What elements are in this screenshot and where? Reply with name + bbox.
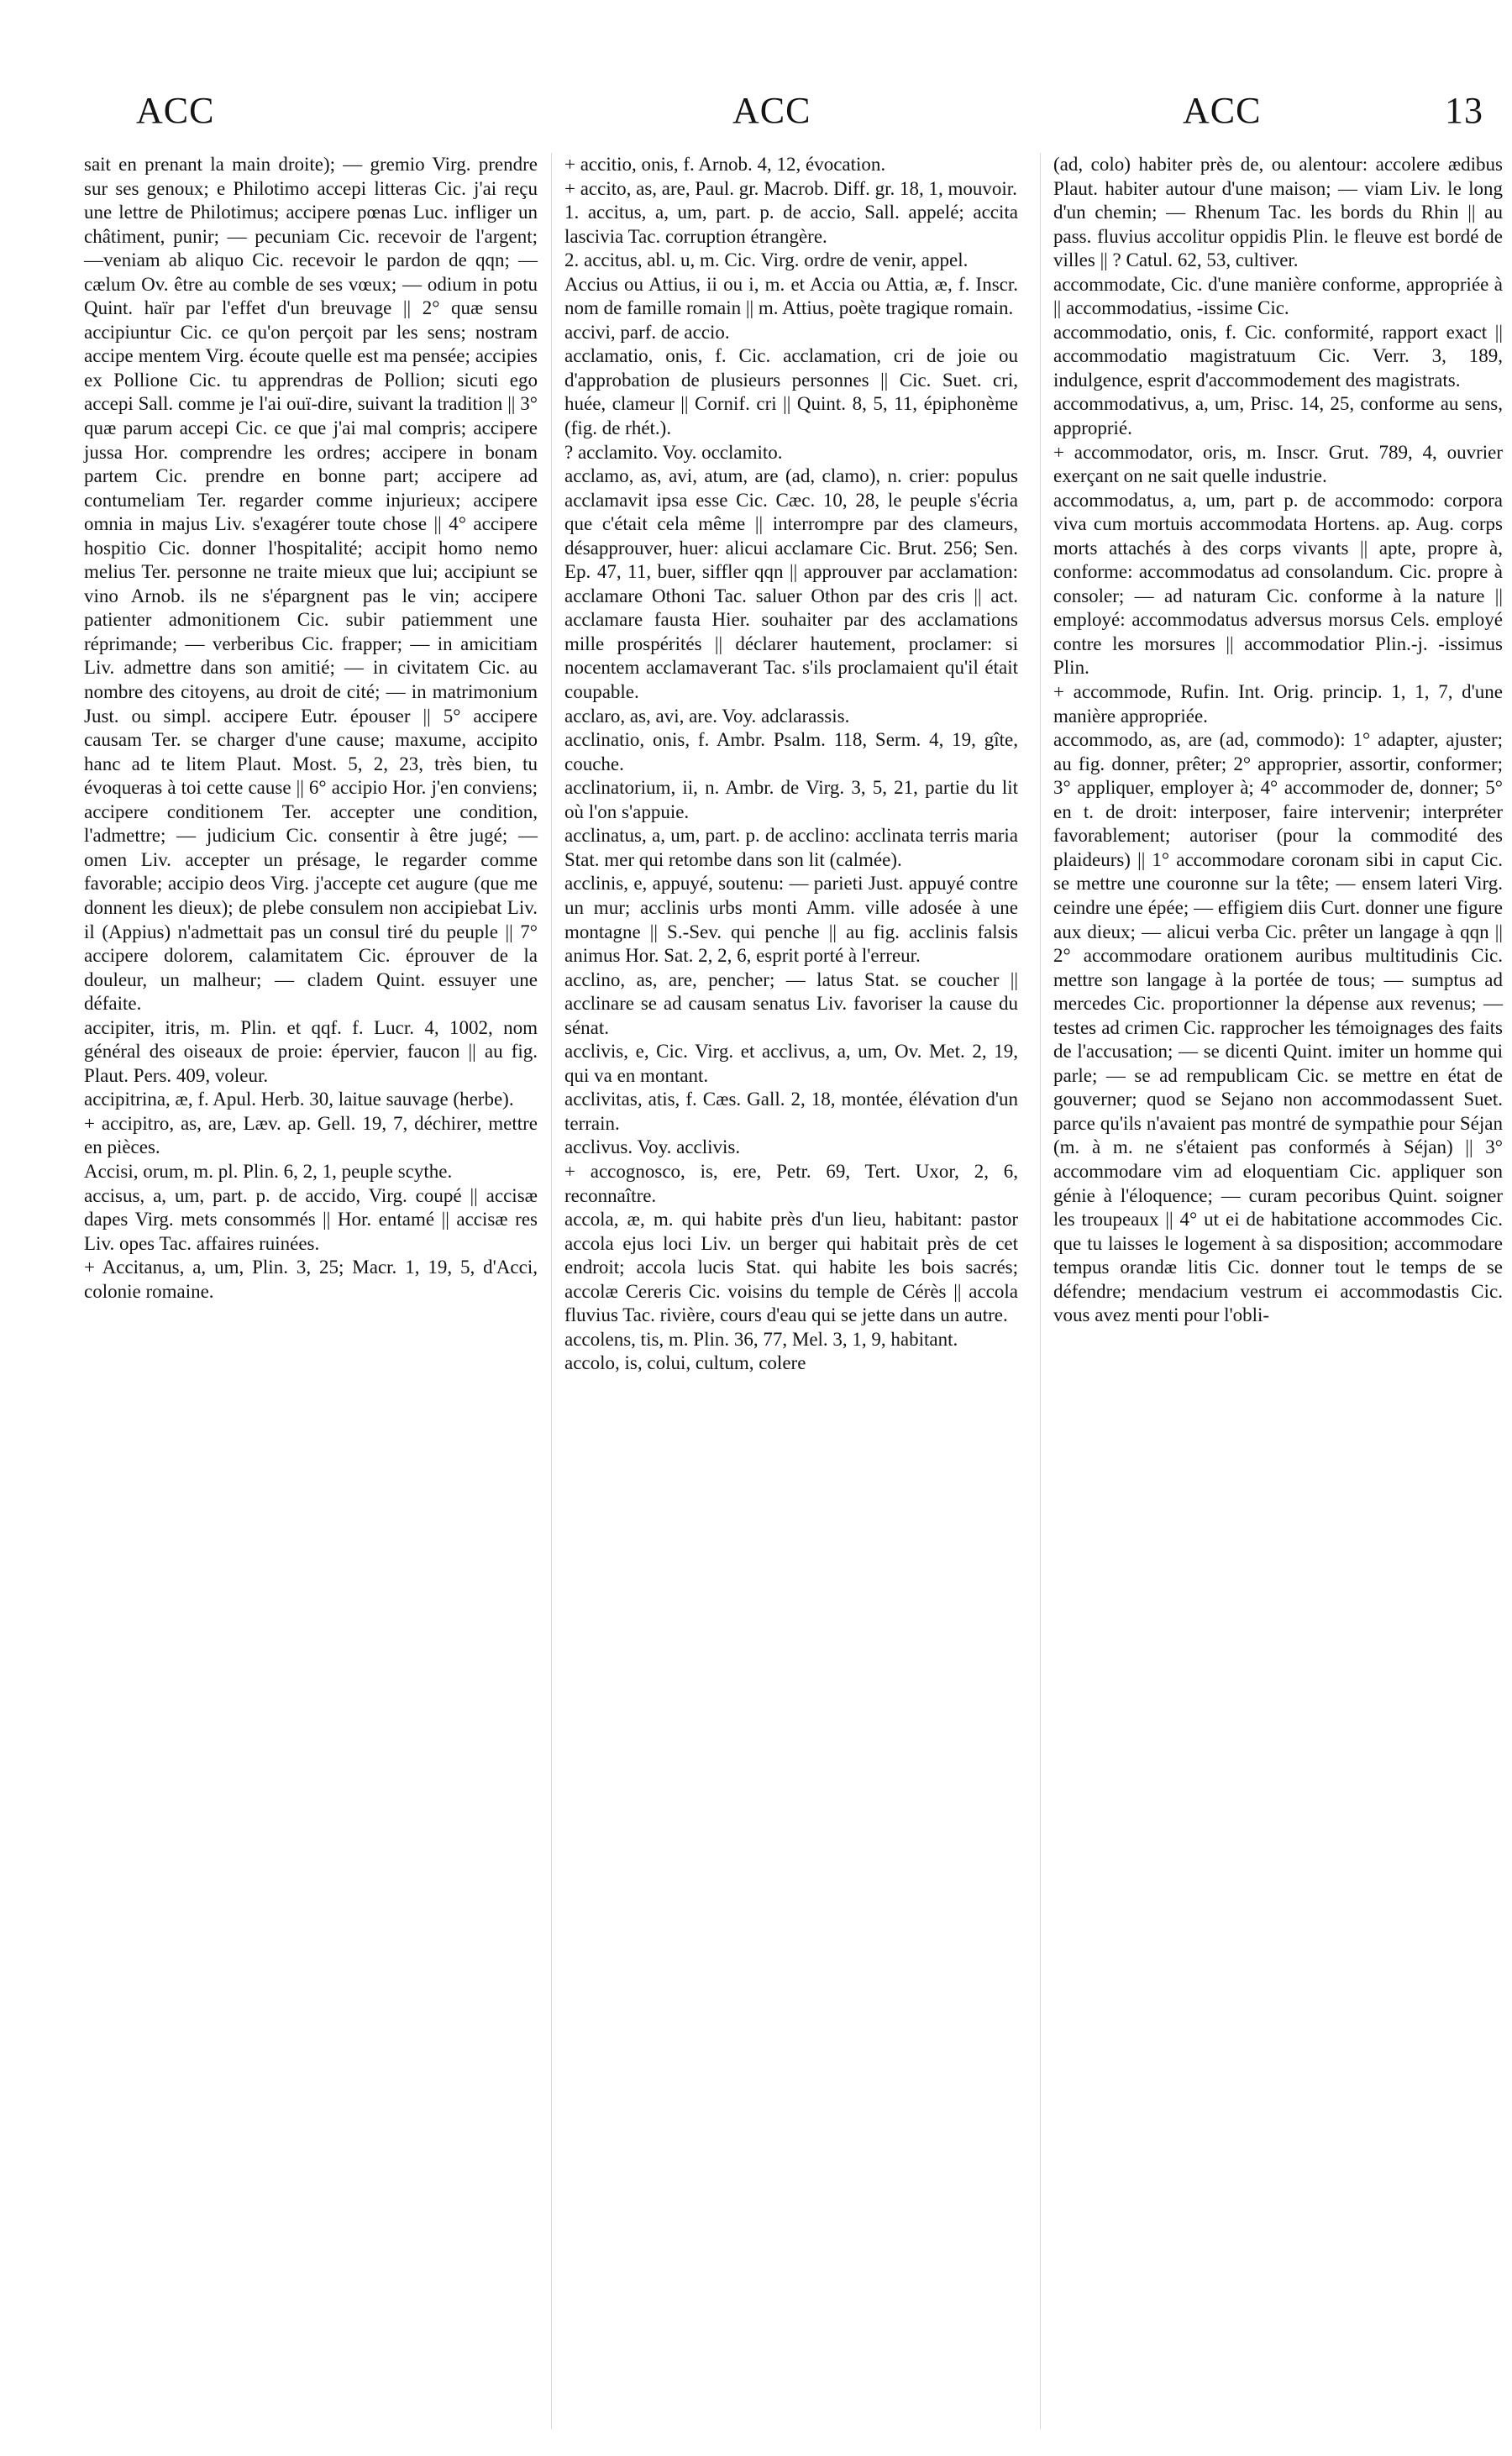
column-divider-right xyxy=(1040,153,1041,2429)
running-head xyxy=(84,89,1504,139)
dictionary-column-right: (ad, colo) habiter près de, ou alentour: accolere ædibus Plaut. habiter autour d'une maison; — viam Liv. le long d'un chemin; — Rhenum Tac. les bords du Rhin || au pass. fluvius accolitur oppidis Plin. le fleuve est bordé de villes || ? Catul. 62, 53, cultiver. accommodate, Cic. d'une manière conforme, appropriée à || accommodatius, -issime Cic. accommodatio, onis, f. Cic. conformité, rapport exact || accommodatio magistratuum Cic. Verr. 3, 189, indulgence, esprit d'accommodement des magistrats. accommodativus, a, um, Prisc. 14, 25, conforme au sens, approprié. + accommodator, oris, m. Inscr. Grut. 789, 4, ouvrier exerçant on ne sait quelle industrie. accommodatus, a, um, part p. de accommodo: corpora viva cum mortuis accommodata Hortens. ap. Aug. corps morts attachés à des corps vivants || apte, propre à, conforme: accommodatus ad consolandum. Cic. propre à consoler; — ad naturam Cic. conforme à la nature || employé: accommodatus adversus morsus Cels. employé contre les morsures || accommodatior Plin.-j. -issimus Plin. + accommode, Rufin. Int. Orig. princip. 1, 1, 7, d'une manière appropriée. accommodo, as, are (ad, commodo): 1° adapter, ajuster; au fig. donner, prêter; 2° approprier, assortir, conformer; 3° appliquer, employer à; 4° accommoder de, donner; 5° en t. de droit: interposer, faire intervenir; interpréter favorablement; autoriser (pour la commodité des plaideurs) || 1° accommodare coronam sibi in caput Cic. se mettre une couronne sur la tête; — ensem lateri Virg. ceindre une épée; — effigiem diis Curt. donner une figure aux dieux; — alicui verba Cic. prêter un langage à qqn || 2° accommodare orationem auribus multitudinis Cic. mettre son langage à la portée de tous; — sumptus ad mercedes Cic. proportionner la dépense aux revenus; — testes ad crimen Cic. rapprocher les témoignages des faits de l'accusation; — se dicenti Quint. imiter un homme qui parle; — se ad rempublicam Cic. se mettre en état de gouverner; quod se Sejano non accommodassent Suet. parce qu'ils n'avaient pas montré de sympathie pour Séjan (m. à m. ne s'étaient pas conformés à Séjan) || 3° accommodare vim ad eloquentiam Cic. appliquer son génie à l'éloquence; — curam pecoribus Quint. soigner les troupeaux || 4° ut ei de habitatione accommodes Cic. que tu laisses le logement à sa disposition; accommodare tempus orandæ litis Cic. donner tout le temps de se défendre; mendacium vestrum ei accommodastis Cic. vous avez menti pour l'obli- xyxy=(1053,154,1503,1326)
running-head-right: ACC xyxy=(1183,90,1262,131)
running-head-left: ACC xyxy=(136,90,215,131)
running-head-center: ACC xyxy=(732,90,811,131)
dictionary-column-middle: + accitio, onis, f. Arnob. 4, 12, évocation. + accito, as, are, Paul. gr. Macrob. Diff. gr. 18, 1, mouvoir. 1. accitus, a, um, part. p. de accio, Sall. appelé; accita lascivia Tac. corruption étrangère. 2. accitus, abl. u, m. Cic. Virg. ordre de venir, appel. Accius ou Attius, ii ou i, m. et Accia ou Attia, æ, f. Inscr. nom de famille romain || m. Attius, poète tragique romain. accivi, parf. de accio. acclamatio, onis, f. Cic. acclamation, cri de joie ou d'approbation de plusieurs personnes || Cic. Suet. cri, huée, clameur || Cornif. cri || Quint. 8, 5, 11, épiphonème (fig. de rhét.). ? acclamito. Voy. occlamito. acclamo, as, avi, atum, are (ad, clamo), n. crier: populus acclamavit ipsa esse Cic. Cæc. 10, 28, le peuple s'écria que c'était cela même || interrompre par des clameurs, désapprouver, huer: alicui acclamare Cic. Brut. 256; Sen. Ep. 47, 11, buer, siffler qqn || approuver par acclamation: acclamare Othoni Tac. saluer Othon par des cris || act. acclamare fausta Hier. souhaiter par des acclamations mille prospérités || déclarer hautement, proclamer: si nocentem acclamaverant Tac. s'ils proclamaient qu'il était coupable. acclaro, as, avi, are. Voy. adclarassis. acclinatio, onis, f. Ambr. Psalm. 118, Serm. 4, 19, gîte, couche. acclinatorium, ii, n. Ambr. de Virg. 3, 5, 21, partie du lit où l'on s'appuie. acclinatus, a, um, part. p. de acclino: acclinata terris maria Stat. mer qui retombe dans son lit (calmée). acclinis, e, appuyé, soutenu: — parieti Just. appuyé contre un mur; acclinis urbs monti Amm. ville adosée à une montagne || S.-Sev. qui penche || au fig. acclinis falsis animus Hor. Sat. 2, 2, 6, esprit porté à l'erreur. acclino, as, are, pencher; — latus Stat. se coucher || acclinare se ad causam senatus Liv. favoriser la cause du sénat. acclivis, e, Cic. Virg. et acclivus, a, um, Ov. Met. 2, 19, qui va en montant. acclivitas, atis, f. Cæs. Gall. 2, 18, montée, élévation d'un terrain. acclivus. Voy. acclivis. + accognosco, is, ere, Petr. 69, Tert. Uxor, 2, 6, reconnaître. accola, æ, m. qui habite près d'un lieu, habitant: pastor accola ejus loci Liv. un berger qui habitait près de cet endroit; accola lucis Stat. qui habite les bois sacrés; accolæ Cereris Cic. voisins du temple de Cérès || accola fluvius Tac. rivière, cours d'eau qui se jette dans un autre. accolens, tis, m. Plin. 36, 77, Mel. 3, 1, 9, habitant. accolo, is, colui, cultum, colere xyxy=(564,154,1018,1374)
page-number: 13 xyxy=(1445,90,1483,131)
column-divider-left xyxy=(551,153,552,2429)
dictionary-column-left: sait en prenant la main droite); — gremio Virg. prendre sur ses genoux; e Philotimo accepi litteras Cic. j'ai reçu une lettre de Philotimus; accipere pœnas Luc. infliger un châtiment, punir; — pecuniam Cic. recevoir de l'argent; —veniam ab aliquo Cic. recevoir le pardon de qqn; — cælum Ov. être au comble de ses vœux; — odium in potu Quint. haïr par l'effet d'un breuvage || 2° quæ sensu accipiuntur Cic. ce qu'on perçoit par les sens; nostram accipe mentem Virg. écoute quelle est ma pensée; accipies ex Pollione Cic. tu apprendras de Pollion; sicuti ego accepi Sall. comme je l'ai ouï-dire, suivant la tradition || 3° quæ parum accepi Cic. ce que j'ai mal compris; accipere jussa Hor. comprendre les ordres; accipere in bonam partem Cic. prendre en bonne part; accipere ad contumeliam Ter. regarder comme injurieux; accipere omnia in majus Liv. s'exagérer toute chose || 4° accipere hospitio Cic. donner l'hospitalité; accipit homo nemo melius Ter. personne ne traite mieux que lui; accipiunt se vino Arnob. ils ne s'épargnent pas le vin; accipere patienter admonitionem Cic. subir patiemment une réprimande; — verberibus Cic. frapper; — in amicitiam Liv. admettre dans son amitié; — in civitatem Cic. au nombre des citoyens, au droit de cité; — in matrimonium Just. ou simpl. accipere Eutr. épouser || 5° accipere causam Ter. se charger d'une cause; maxume, accipito hanc ad te litem Plaut. Most. 5, 2, 23, très bien, tu évoqueras à toi cette cause || 6° accipio Hor. j'en conviens; accipere conditionem Ter. accepter une condition, l'admettre; — judicium Cic. consentir à être jugé; — omen Liv. accepter un présage, le regarder comme favorable; accipio deos Virg. j'accepte cet augure (que me donnent les dieux); de plebe consulem non accipiebat Liv. il (Appius) n'admettait pas un consul tiré du peuple || 7° accipere dolorem, calamitatem Cic. éprouver de la douleur, un malheur; — cladem Quint. essuyer une défaite. accipiter, itris, m. Plin. et qqf. f. Lucr. 4, 1002, nom général des oiseaux de proie: épervier, faucon || au fig. Plaut. Pers. 409, voleur. accipitrina, æ, f. Apul. Herb. 30, laitue sauvage (herbe). + accipitro, as, are, Læv. ap. Gell. 19, 7, déchirer, mettre en pièces. Accisi, orum, m. pl. Plin. 6, 2, 1, peuple scythe. accisus, a, um, part. p. de accido, Virg. coupé || accisæ dapes Virg. mets consommés || Hor. entamé || accisæ res Liv. opes Tac. affaires ruinées. + Accitanus, a, um, Plin. 3, 25; Macr. 1, 19, 5, d'Acci, colonie romaine. xyxy=(84,154,538,1302)
